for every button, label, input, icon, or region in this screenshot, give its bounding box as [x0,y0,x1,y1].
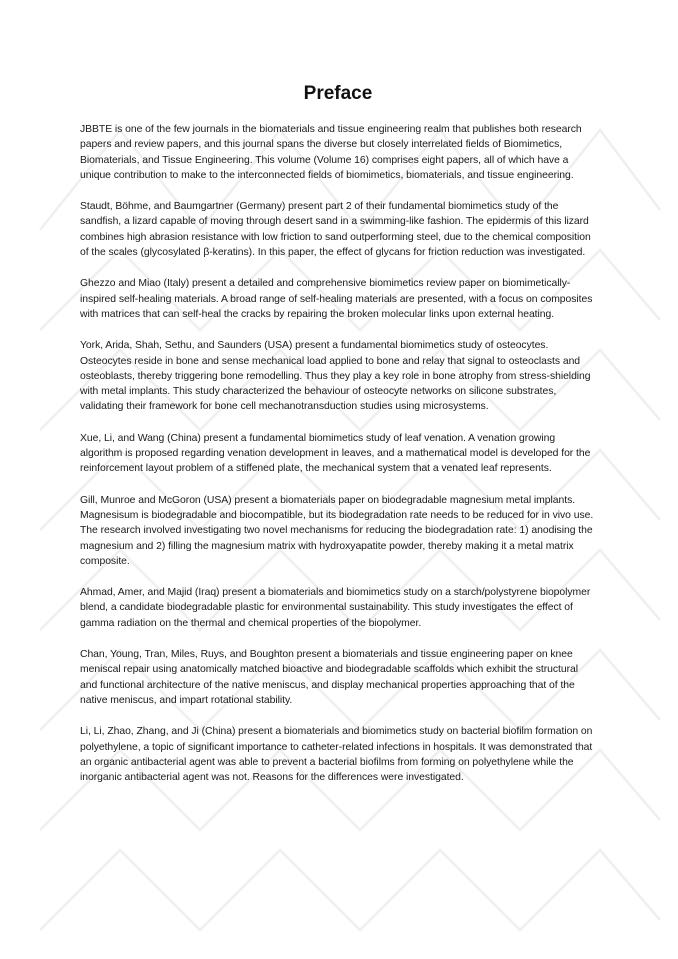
preface-paragraph: Xue, Li, and Wang (China) present a fundamental biomimetics study of leaf venation. A venation growing algorithm is proposed regarding venation development in leaves, and a mathematical model is developed for the reinforcement layout problem of a stiffened plate, the mechanical system that a venated leaf represents. [80,432,591,475]
preface-paragraph: JBBTE is one of the few journals in the biomaterials and tissue engineering realm that publishes both research papers and review papers, and this journal spans the diverse but closely interrelated fields of Biomimetics, Biomaterials, and Tissue Engineering. This volume (Volume 16) comprises eight papers, all of which have a unique contribution to make to the interconnected fields of biomimetics, biomaterials, and tissue engineering. [80,124,582,181]
page-title: Preface [303,83,373,104]
preface-paragraph: Gill, Munroe and McGoron (USA) present a biomaterials paper on biodegradable magnesium metal implants. Magnesisum is biodegradable and biocompatible, but its biodegradation rate needs to be reduced for in vivo use. The research involved investigating two novel mechanisms for reducing the biodegradation rate: 1) anodising the magnesium and 2) filling the magnesium matrix with hydroxyapatite powder, thereby making it a metal matrix composite. [80,494,594,567]
preface-paragraph: Li, Li, Zhao, Zhang, and Ji (China) present a biomaterials and biomimetics study on bacterial biofilm formation on polyethylene, a topic of significant importance to catheter-related infections in hospitals. It was demonstrated that an organic antibacterial agent was able to prevent a bacterial biofilms from forming on polyethylene while the inorganic antibacterial agent was not. Reasons for the differences were investigated. [80,726,593,784]
preface-paragraph: Ahmad, Amer, and Majid (Iraq) present a biomaterials and biomimetics study on a starch/polystyrene biopolymer blend, a candidate biodegradable plastic for environmental sustainability. This study investigates the effect of gamma radiation on the thermal and chemical properties of the biopolymer. [80,587,591,629]
preface-paragraph: Chan, Young, Tran, Miles, Ruys, and Boughton present a biomaterials and tissue engineering paper on knee meniscal repair using anatomically matched bioactive and biodegradable scaffolds which exhibit the structural and functional architecture of the native meniscus, and display mechanical properties approaching that of the native meniscus, and impart rotational stability. [80,649,579,706]
preface-paragraph: Ghezzo and Miao (Italy) present a detailed and comprehensive biomimetics review paper on biomimetically-inspired self-healing materials. A broad range of self-healing materials are presented, with a focus on composites with matrices that can self-heal the cracks by repairing the broken molecular links upon external heating. [80,278,593,320]
preface-paragraph: York, Arida, Shah, Sethu, and Saunders (USA) present a fundamental biomimetics study of osteocytes. Osteocytes reside in bone and sense mechanical load applied to bone and relay that signal to osteoclasts and osteoblasts, thereby triggering bone remodelling. Thus they play a key role in bone atrophy from stress-shielding with metal implants. This study characterized the behaviour of osteocyte networks on silicone substrates, validating their framework for bone cell mechanotransduction studies using microsystems. [80,340,591,413]
preface-page [80,82,596,801]
preface-paragraph: Staudt, Böhme, and Baumgartner (Germany) present part 2 of their fundamental biomimetics study of the sandfish, a lizard capable of moving through desert sand in a swimming-like fashion. The epidermis of this lizard combines high abrasion resistance with low friction to sand outperforming steel, due to the chemical composition of the scales (glycosylated β-keratins). In this paper, the effect of glycans for friction reduction was investigated. [80,201,591,259]
